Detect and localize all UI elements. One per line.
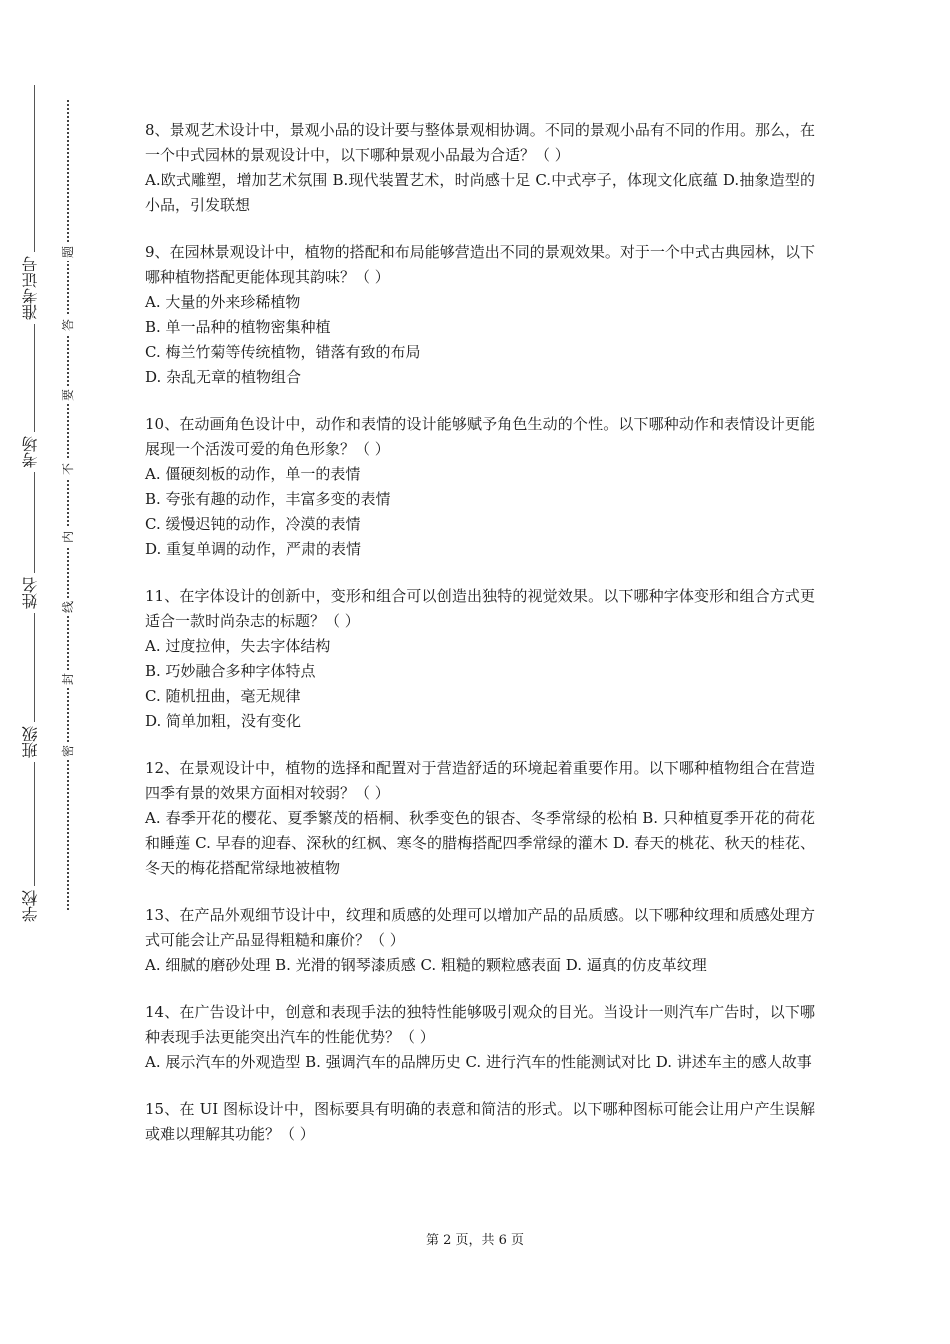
page-number-footer: 第 2 页，共 6 页	[425, 1233, 525, 1248]
question-14	[145, 1000, 815, 1075]
question-stem: 14、在广告设计中，创意和表现手法的独特性能够吸引观众的目光。当设计一则汽车广告时，以下哪种表现手法更能突出汽车的性能优势？（ ）	[145, 1003, 815, 1046]
question-stem: 10、在动画角色设计中，动作和表情的设计能够赋予角色生动的个性。以下哪种动作和表情设计更能展现一个活泼可爱的角色形象？（ ）	[145, 415, 815, 458]
option-d: D. 简单加粗，没有变化	[145, 712, 302, 730]
question-9	[145, 240, 815, 390]
seal-char: 密	[61, 742, 75, 760]
question-stem: 11、在字体设计的创新中，变形和组合可以创造出独特的视觉效果。以下哪种字体变形和组合方式更适合一款时尚杂志的标题？（ ）	[145, 587, 815, 630]
seal-dotted-line	[67, 100, 69, 910]
question-options: A. 细腻的磨砂处理 B. 光滑的钢琴漆质感 C. 粗糙的颗粒感表面 D. 逼真的仿皮革纹理	[145, 956, 707, 974]
field-name-label: 姓名	[22, 573, 46, 613]
option-b: B. 夸张有趣的动作，丰富多变的表情	[145, 490, 391, 508]
option-d: D. 重复单调的动作，严肃的表情	[145, 540, 362, 558]
question-stem: 9、在园林景观设计中，植物的搭配和布局能够营造出不同的景观效果。对于一个中式古典园林，以下哪种植物搭配更能体现其韵味？（ ）	[145, 243, 815, 286]
question-8	[145, 118, 815, 218]
question-stem: 13、在产品外观细节设计中，纹理和质感的处理可以增加产品的品质感。以下哪种纹理和质感处理方式可能会让产品显得粗糙和廉价？（ ）	[145, 906, 815, 949]
field-class-label: 班级	[22, 722, 46, 762]
option-b: B. 单一品种的植物密集种植	[145, 318, 331, 336]
field-exam-room-label: 考场	[22, 432, 46, 472]
question-12	[145, 756, 815, 881]
question-options: A. 春季开花的樱花、夏季繁茂的梧桐、秋季变色的银杏、冬季常绿的松柏 B. 只种植夏季开花的荷花和睡莲 C. 早春的迎春、深秋的红枫、寒冬的腊梅搭配四季常绿的灌木 D. 春天的桃花、秋天的桂花、冬天的梅花搭配常绿地被植物	[145, 809, 815, 877]
question-10	[145, 412, 815, 562]
seal-char: 不	[61, 460, 75, 478]
field-exam-number-label: 准考证号	[22, 252, 46, 324]
question-options: A.欧式雕塑，增加艺术氛围 B.现代装置艺术，时尚感十足 C.中式亭子，体现文化底蕴 D.抽象造型的小品，引发联想	[145, 171, 815, 214]
option-a: A. 大量的外来珍稀植物	[145, 293, 301, 311]
binding-solid-line	[34, 85, 35, 925]
seal-char: 要	[61, 386, 75, 404]
option-a: A. 僵硬刻板的动作，单一的表情	[145, 465, 361, 483]
seal-char: 题	[61, 243, 75, 261]
field-school-label: 学校	[22, 886, 46, 926]
question-stem: 15、在 UI 图标设计中，图标要具有明确的表意和简洁的形式。以下哪种图标可能会让用户产生误解或难以理解其功能？（ ）	[145, 1100, 815, 1143]
seal-char: 线	[61, 598, 75, 616]
question-15	[145, 1097, 815, 1147]
option-c: C. 缓慢迟钝的动作，冷漠的表情	[145, 515, 361, 533]
seal-char: 答	[61, 316, 75, 334]
option-a: A. 过度拉伸，失去字体结构	[145, 637, 331, 655]
option-d: D. 杂乱无章的植物组合	[145, 368, 302, 386]
question-options: A. 展示汽车的外观造型 B. 强调汽车的品牌历史 C. 进行汽车的性能测试对比 D. 讲述车主的感人故事	[145, 1053, 812, 1071]
option-b: B. 巧妙融合多种字体特点	[145, 662, 316, 680]
question-stem: 8、景观艺术设计中，景观小品的设计要与整体景观相协调。不同的景观小品有不同的作用。那么，在一个中式园林的景观设计中，以下哪种景观小品最为合适？（ ）	[145, 121, 815, 164]
question-13	[145, 903, 815, 978]
question-11	[145, 584, 815, 734]
seal-char: 封	[61, 670, 75, 688]
option-c: C. 随机扭曲，毫无规律	[145, 687, 301, 705]
question-stem: 12、在景观设计中，植物的选择和配置对于营造舒适的环境起着重要作用。以下哪种植物组合在营造四季有景的效果方面相对较弱？（ ）	[145, 759, 815, 802]
binding-margin	[0, 0, 110, 1344]
option-c: C. 梅兰竹菊等传统植物，错落有致的布局	[145, 343, 421, 361]
question-list	[145, 118, 815, 1169]
seal-char: 内	[61, 528, 75, 546]
